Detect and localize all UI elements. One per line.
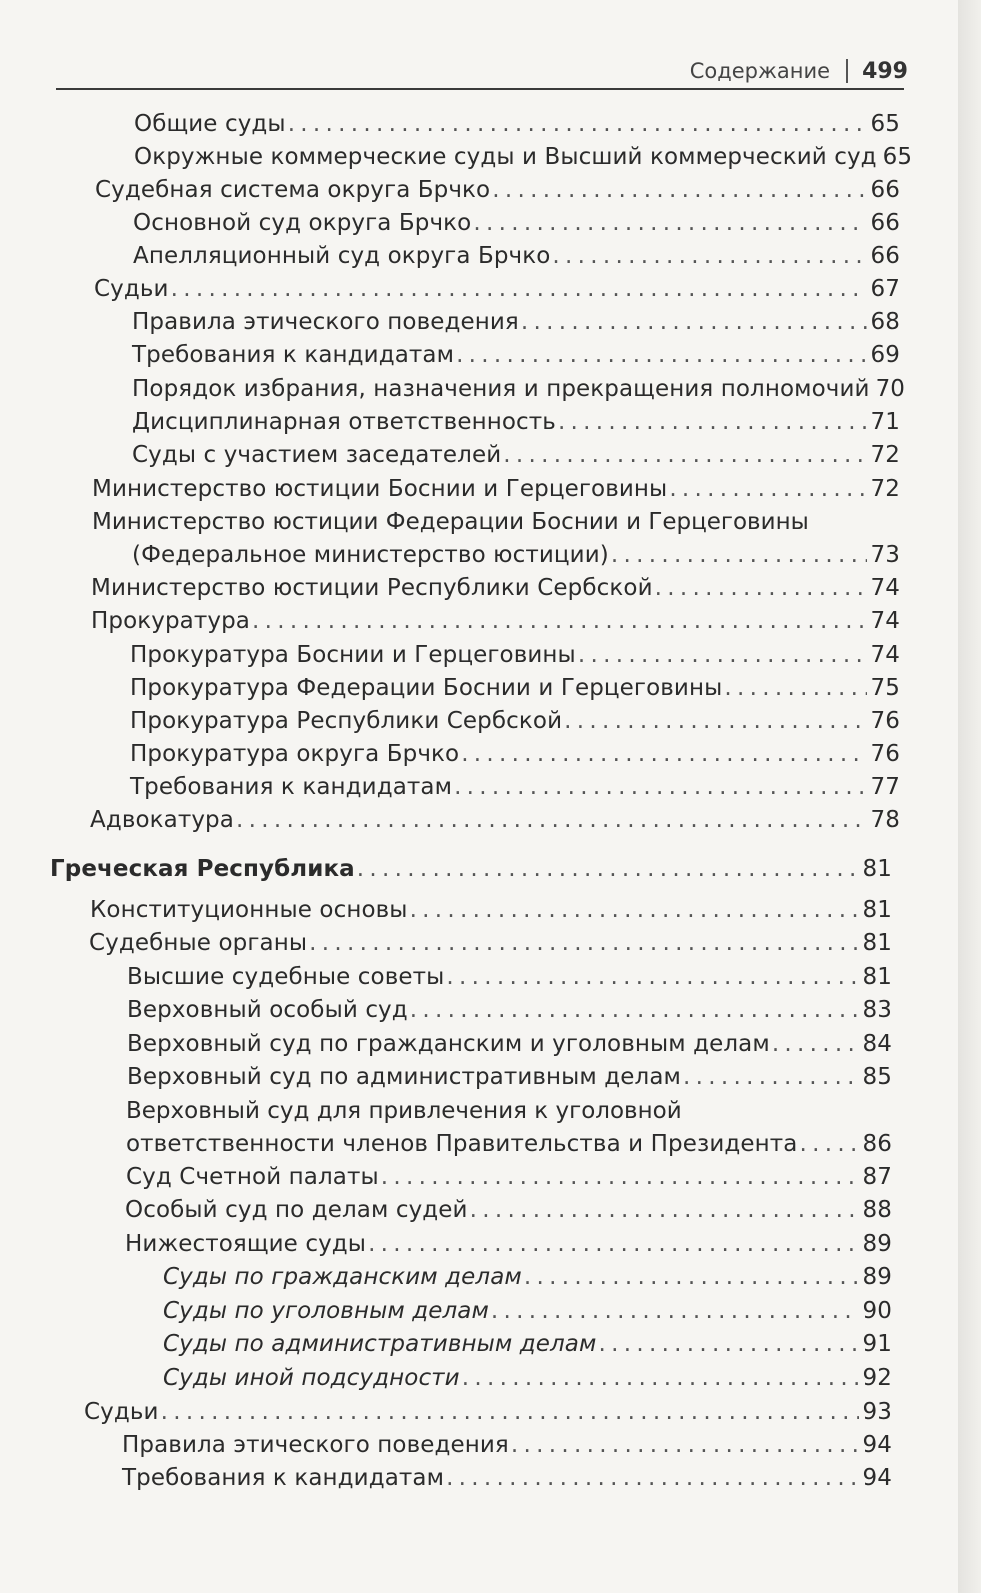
toc-entry bbox=[163, 1297, 892, 1325]
toc-entry-title: Основной суд округа Брчко bbox=[133, 210, 472, 236]
dot-leader bbox=[461, 740, 866, 768]
toc-entry-title: Адвокатура bbox=[90, 807, 234, 833]
toc-entry-page: 81 bbox=[862, 856, 892, 882]
dot-leader bbox=[799, 1130, 858, 1158]
dot-leader bbox=[491, 1297, 859, 1325]
toc-entry-page: 76 bbox=[870, 741, 900, 767]
toc-entry-title: Требования к кандидатам bbox=[130, 774, 453, 800]
dot-leader bbox=[564, 707, 866, 735]
toc-entry-page: 74 bbox=[870, 608, 900, 634]
toc-entry-title: Апелляционный суд округа Брчко bbox=[133, 243, 551, 269]
dot-leader bbox=[524, 1263, 859, 1291]
toc-entry-page: 93 bbox=[862, 1399, 892, 1425]
toc-chapter-title: Греческая Республика bbox=[50, 856, 355, 882]
toc-entry-page: 86 bbox=[862, 1131, 892, 1157]
toc-entry bbox=[130, 641, 900, 669]
toc-entry-title: Прокуратура bbox=[91, 608, 250, 634]
toc-entry-page: 77 bbox=[870, 774, 900, 800]
toc-entry-page: 66 bbox=[870, 177, 900, 203]
dot-leader bbox=[521, 308, 867, 336]
toc-entry bbox=[127, 963, 892, 991]
toc-entry bbox=[91, 607, 900, 635]
toc-entry-title: Верховный суд для привлечения к уголовной bbox=[126, 1098, 682, 1124]
toc-entry-title-continued: ответственности членов Правительства и Президента bbox=[126, 1131, 798, 1157]
toc-entry-title: Министерство юстиции Федерации Боснии и Герцеговины bbox=[92, 509, 809, 535]
toc-entry bbox=[122, 1464, 892, 1492]
toc-entry bbox=[134, 143, 913, 171]
toc-entry bbox=[132, 341, 900, 369]
toc-entry-title: Суд Счетной палаты bbox=[126, 1164, 379, 1190]
toc-entry bbox=[130, 773, 900, 801]
toc-entry-page: 89 bbox=[862, 1231, 892, 1257]
dot-leader bbox=[446, 1464, 858, 1492]
toc-entry-page: 81 bbox=[862, 930, 892, 956]
toc-entry bbox=[163, 1364, 892, 1392]
dot-leader bbox=[288, 110, 867, 138]
dot-leader bbox=[454, 773, 866, 801]
toc-entry-title: Верховный особый суд bbox=[127, 997, 408, 1023]
dot-leader bbox=[724, 674, 866, 702]
toc-entry bbox=[90, 806, 900, 834]
dot-leader bbox=[683, 1063, 859, 1091]
toc-entry-page: 78 bbox=[870, 807, 900, 833]
toc-entry-title: Прокуратура округа Брчко bbox=[130, 741, 460, 767]
toc-entry-page: 73 bbox=[870, 542, 900, 568]
running-head-separator bbox=[846, 59, 848, 83]
toc-entry bbox=[163, 1263, 892, 1291]
toc-entry-page: 83 bbox=[862, 997, 892, 1023]
dot-leader bbox=[552, 242, 866, 270]
toc-entry bbox=[130, 740, 900, 768]
toc-entry-title: Министерство юстиции Боснии и Герцеговины bbox=[92, 476, 668, 502]
toc-entry-page: 74 bbox=[870, 575, 900, 601]
dot-leader bbox=[669, 475, 866, 503]
toc-entry-title: Особый суд по делам судей bbox=[125, 1197, 468, 1223]
toc-entry-title: Общие суды bbox=[134, 111, 286, 137]
toc-entry-title-continued: (Федеральное министерство юстиции) bbox=[132, 542, 609, 568]
dot-leader bbox=[598, 1330, 858, 1358]
toc-entry-page: 65 bbox=[882, 144, 913, 170]
toc-entry bbox=[125, 1230, 892, 1258]
toc-entry bbox=[91, 574, 900, 602]
toc-entry-title: Суды по административным делам bbox=[163, 1331, 597, 1357]
toc-entry-title: Конституционные основы bbox=[90, 897, 408, 923]
toc-entry-page: 84 bbox=[862, 1031, 892, 1057]
toc-entry-page: 85 bbox=[862, 1064, 892, 1090]
dot-leader bbox=[511, 1431, 859, 1459]
running-head-title: Содержание bbox=[689, 59, 831, 83]
dot-leader bbox=[558, 408, 867, 436]
toc-entry-title: Правила этического поведения bbox=[122, 1432, 509, 1458]
toc-entry-title: Прокуратура Республики Сербской bbox=[130, 708, 563, 734]
toc-entry-title: Прокуратура Федерации Боснии и Герцеговины bbox=[130, 675, 723, 701]
running-head bbox=[690, 56, 908, 86]
toc-entry bbox=[163, 1330, 892, 1358]
toc-entry-title: Нижестоящие суды bbox=[125, 1231, 367, 1257]
toc-entry bbox=[130, 674, 900, 702]
toc-entry bbox=[127, 996, 892, 1024]
toc-entry-page: 71 bbox=[870, 409, 900, 435]
toc-entry-title: Требования к кандидатам bbox=[132, 342, 455, 368]
toc-chapter-entry bbox=[50, 855, 892, 883]
toc-entry-page: 72 bbox=[870, 442, 900, 468]
toc-entry bbox=[90, 896, 892, 924]
toc-entry bbox=[132, 308, 900, 336]
toc-entry-page: 75 bbox=[870, 675, 900, 701]
toc-entry-title: Дисциплинарная ответственность bbox=[132, 409, 556, 435]
dot-leader bbox=[772, 1030, 859, 1058]
toc-entry-page: 89 bbox=[862, 1264, 892, 1290]
dot-leader bbox=[252, 607, 867, 635]
toc-entry-page: 91 bbox=[862, 1331, 892, 1357]
toc-entry bbox=[132, 408, 900, 436]
toc-entry-title: Правила этического поведения bbox=[132, 309, 519, 335]
toc-entry-title: Суды с участием заседателей bbox=[132, 442, 502, 468]
toc-entry bbox=[132, 441, 900, 469]
toc-entry-title: Суды по гражданским делам bbox=[163, 1264, 522, 1290]
toc-entry-page: 92 bbox=[862, 1365, 892, 1391]
running-head-page-number: 499 bbox=[862, 58, 908, 84]
dot-leader bbox=[456, 341, 866, 369]
toc-entry-title: Судебные органы bbox=[89, 930, 308, 956]
toc-entry-title: Верховный суд по гражданским и уголовным делам bbox=[127, 1031, 770, 1057]
dot-leader bbox=[410, 896, 859, 924]
toc-entry-title: Высшие судебные советы bbox=[127, 964, 445, 990]
toc-entry bbox=[132, 541, 900, 569]
toc-entry-page: 88 bbox=[862, 1197, 892, 1223]
dot-leader bbox=[161, 1398, 859, 1426]
toc-entry-title: Судебная система округа Брчко bbox=[95, 177, 491, 203]
dot-leader bbox=[611, 541, 867, 569]
toc-entry bbox=[126, 1163, 892, 1191]
toc-entry bbox=[94, 275, 900, 303]
dot-leader bbox=[236, 806, 867, 834]
page-edge bbox=[958, 0, 981, 1593]
toc-entry-page: 68 bbox=[870, 309, 900, 335]
toc-entry bbox=[92, 475, 900, 503]
dot-leader bbox=[171, 275, 867, 303]
toc-entry-page: 67 bbox=[870, 276, 900, 302]
dot-leader bbox=[368, 1230, 858, 1258]
toc-entry-page: 69 bbox=[870, 342, 900, 368]
toc-entry-title: Требования к кандидатам bbox=[122, 1465, 445, 1491]
toc-entry-title: Министерство юстиции Республики Сербской bbox=[91, 575, 653, 601]
toc-entry-title: Окружные коммерческие суды и Высший коммерческий суд bbox=[134, 144, 877, 170]
dot-leader bbox=[655, 574, 867, 602]
toc-entry-title: Порядок избрания, назначения и прекращения полномочий bbox=[132, 376, 870, 402]
header-rule bbox=[56, 88, 904, 90]
toc-entry-title: Верховный суд по административным делам bbox=[127, 1064, 681, 1090]
toc-entry bbox=[95, 176, 900, 204]
toc-entry-page: 90 bbox=[862, 1298, 892, 1324]
dot-leader bbox=[503, 441, 866, 469]
toc-entry bbox=[126, 1130, 892, 1158]
toc-entry bbox=[130, 707, 900, 735]
dot-leader bbox=[492, 176, 866, 204]
toc-entry-title: Прокуратура Боснии и Герцеговины bbox=[130, 642, 576, 668]
dot-leader bbox=[410, 996, 859, 1024]
toc-entry-title: Судьи bbox=[94, 276, 169, 302]
dot-leader bbox=[381, 1163, 859, 1191]
toc-entry-page: 70 bbox=[875, 376, 906, 402]
dot-leader bbox=[470, 1196, 859, 1224]
toc-entry-page: 76 bbox=[870, 708, 900, 734]
dot-leader bbox=[309, 929, 858, 957]
toc-entry-page: 74 bbox=[870, 642, 900, 668]
toc-entry bbox=[133, 242, 900, 270]
toc-entry bbox=[133, 209, 900, 237]
toc-entry-page: 66 bbox=[870, 243, 900, 269]
toc-entry bbox=[134, 110, 900, 138]
toc-entry bbox=[122, 1431, 892, 1459]
dot-leader bbox=[357, 855, 859, 883]
toc-entry bbox=[127, 1030, 892, 1058]
dot-leader bbox=[446, 963, 858, 991]
toc-entry-page: 94 bbox=[862, 1432, 892, 1458]
toc-entry-page: 81 bbox=[862, 964, 892, 990]
toc-entry-title: Суды иной подсудности bbox=[163, 1365, 460, 1391]
toc-entry-page: 72 bbox=[870, 476, 900, 502]
toc-entry-title: Суды по уголовным делам bbox=[163, 1298, 489, 1324]
toc-entry bbox=[89, 929, 892, 957]
toc-entry-title: Судьи bbox=[84, 1399, 159, 1425]
toc-entry-page: 94 bbox=[862, 1465, 892, 1491]
toc-entry bbox=[125, 1196, 892, 1224]
toc-entry bbox=[127, 1063, 892, 1091]
toc-entry bbox=[84, 1398, 892, 1426]
toc-entry-page: 66 bbox=[870, 210, 900, 236]
dot-leader bbox=[578, 641, 867, 669]
toc-entry-page: 65 bbox=[870, 111, 900, 137]
toc-entry-page: 87 bbox=[862, 1164, 892, 1190]
dot-leader bbox=[473, 209, 866, 237]
toc-entry bbox=[132, 375, 906, 403]
dot-leader bbox=[462, 1364, 859, 1392]
toc-entry-page: 81 bbox=[862, 897, 892, 923]
